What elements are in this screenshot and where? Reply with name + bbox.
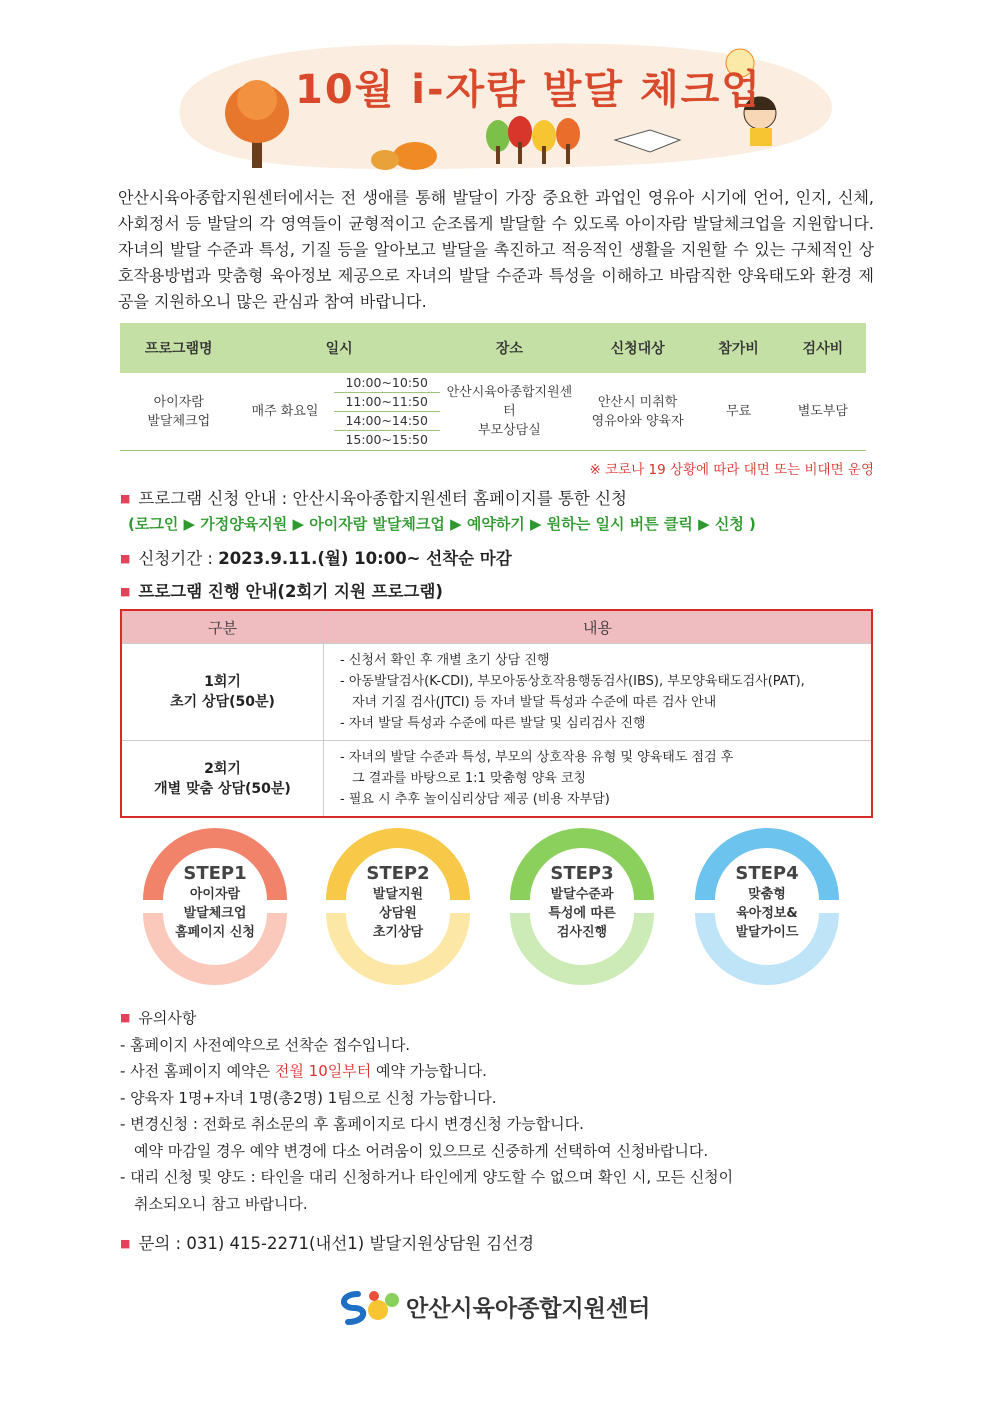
col-content: 내용: [324, 610, 873, 644]
logo-icon: [336, 1286, 402, 1326]
bullet-square-icon: ■: [120, 1011, 131, 1024]
notice-line: 예약 마감일 경우 예약 변경에 다소 어려움이 있으므로 신중하게 선택하여 신청바랍니다.: [134, 1141, 709, 1160]
col-test-fee: 검사비: [780, 323, 866, 373]
col-target: 신청대상: [578, 323, 697, 373]
notice-line: - 사전 홈페이지 예약은 전월 10일부터 예약 가능합니다.: [120, 1062, 487, 1080]
logo-text: 안산시육아종합지원센터: [406, 1296, 651, 1322]
notice-line: - 홈페이지 사전예약으로 선착순 접수입니다.: [120, 1035, 411, 1054]
session-title: 2회기 개별 맞춤 상담(50분): [121, 741, 324, 818]
col-place: 장소: [441, 323, 578, 373]
program-day: 매주 화요일: [237, 373, 332, 451]
apply-guide: ■ 프로그램 신청 안내 : 안산시육아종합지원센터 홈페이지를 통한 신청: [120, 489, 627, 508]
apply-period: ■ 신청기간 : 2023.9.11.(월) 10:00~ 선착순 마감: [120, 549, 512, 568]
covid-note: ※ 코로나 19 상황에 따라 대면 또는 비대면 운영: [589, 462, 874, 478]
bullet-square-icon: ■: [120, 492, 131, 505]
session-content: - 신청서 확인 후 개별 초기 상담 진행 - 아동발달검사(K-CDI), 부모아동상호작용행동검사(IBS), 부모양육태도검사(PAT), 자녀 기질 검사(JTCI) 등 자녀 발달 특성과 수준에 따른 검사 안내 - 자녀 발달 특성과 수준에 따른 발달 및 심리검사 진행: [324, 644, 873, 741]
col-fee: 참가비: [697, 323, 779, 373]
session-title: 1회기 초기 상담(50분): [121, 644, 324, 741]
steps-diagram: [135, 825, 865, 985]
bullet-square-icon: ■: [120, 552, 131, 565]
notice-line: - 대리 신청 및 양도 : 타인을 대리 신청하거나 타인에게 양도할 수 없으며 확인 시, 모든 신청이: [120, 1168, 734, 1186]
col-program: 프로그램명: [120, 323, 237, 373]
notice-line: - 양육자 1명+자녀 1명(총2명) 1팀으로 신청 가능합니다.: [120, 1088, 497, 1107]
step-3: STEP3 발달수준과 특성에 따른 검사진행: [502, 825, 662, 985]
table-row: [121, 741, 872, 818]
banner-title: 10월 i-자람 발달 체크업: [295, 67, 762, 113]
sessions-table: [120, 609, 873, 818]
program-place: 안산시육아종합지원센터 부모상담실: [441, 373, 578, 451]
session-content: - 자녀의 발달 수준과 특성, 부모의 상호작용 유형 및 양육태도 점검 후 그 결과를 바탕으로 1:1 맞춤형 양육 코칭 - 필요 시 추후 놀이심리상담 제공 (비용 자부담): [324, 741, 873, 818]
program-test-fee: 별도부담: [780, 373, 866, 451]
step-1: STEP1 아이자람 발달체크업 홈페이지 신청: [135, 825, 295, 985]
program-name: 아이자람 발달체크업: [120, 373, 237, 451]
program-fee: 무료: [697, 373, 779, 451]
bullet-square-icon: ■: [120, 1237, 131, 1250]
step-4: STEP4 맞춤형 육아정보& 발달가이드: [687, 825, 847, 985]
step-2: STEP2 발달지원 상담원 초기상담: [318, 825, 478, 985]
intro-paragraph: 안산시육아종합지원센터에서는 전 생애를 통해 발달이 가장 중요한 과업인 영유아 시기에 언어, 인지, 신체, 사회정서 등 발달의 각 영역들이 균형적이고 순조롭게 발달할 수 있도록 아이자람 발달체크업을 지원합니다. 자녀의 발달 수준과 특성, 기질 등을 알아보고 발달을 촉진하고 적응적인 생활을 지원할 수 있는 구체적인 상호작용방법과 맞춤형 육아정보 제공으로 자녀의 발달 수준과 특성을 이해하고 바람직한 양육태도와 환경 제공을 지원하오니 많은 관심과 참여 바랍니다.: [118, 188, 874, 311]
notice-line: - 변경신청 : 전화로 취소문의 후 홈페이지로 다시 변경신청 가능합니다.: [120, 1115, 584, 1133]
notice-line: 취소되오니 참고 바랍니다.: [134, 1194, 308, 1213]
program-target: 안산시 미취학 영유아와 양육자: [578, 373, 697, 451]
apply-path: (로그인 ▶ 가정양육지원 ▶ 아이자람 발달체크업 ▶ 예약하기 ▶ 원하는 일시 버튼 클릭 ▶ 신청 ): [128, 515, 756, 533]
bullet-square-icon: ■: [120, 585, 131, 598]
col-category: 구분: [121, 610, 324, 644]
schedule-table: [120, 323, 866, 451]
col-datetime: 일시: [237, 323, 440, 373]
notices-title: ■ 유의사항: [120, 1009, 197, 1027]
footer-logo: [336, 1286, 676, 1326]
progress-guide: ■ 프로그램 진행 안내(2회기 지원 프로그램): [120, 582, 443, 601]
contact-info: ■ 문의 : 031) 415-2271(내선1) 발달지원상담원 김선경: [120, 1234, 535, 1253]
program-times: 10:00~10:50 11:00~11:50 14:00~14:50 15:00~15:50: [333, 373, 441, 451]
notices: [120, 1005, 733, 1217]
table-row: [121, 644, 872, 741]
